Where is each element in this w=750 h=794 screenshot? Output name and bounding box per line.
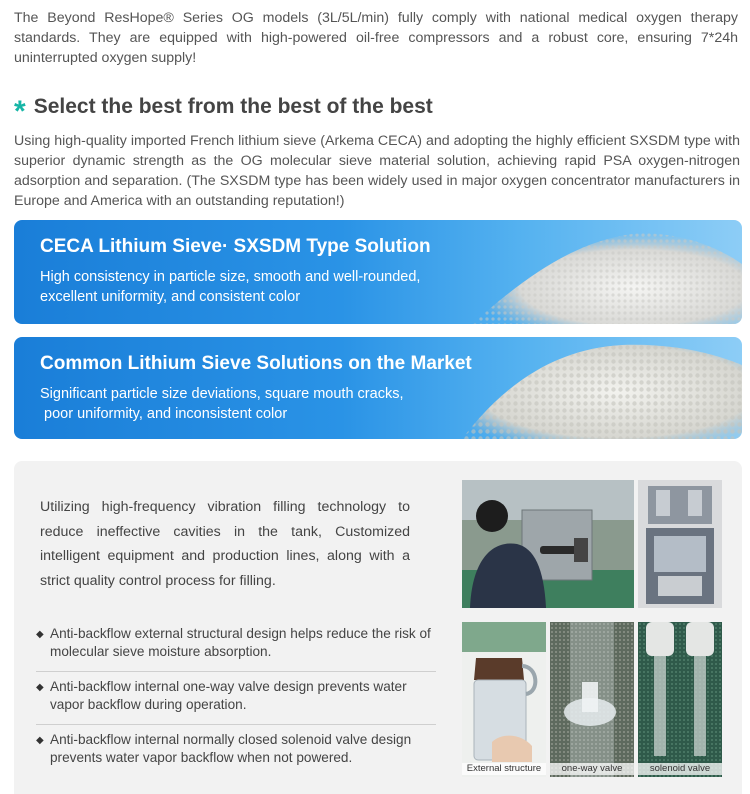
list-item: ◆ Anti-backflow internal normally closed solenoid valve design prevents water vapor backflow when not powered.: [36, 732, 412, 765]
section-paragraph: Using high-quality imported French lithium sieve (Arkema CECA) and adopting the highly efficient SXSDM type with superior dynamic strength as the OG molecular sieve material solution, achieving rapid PSA oxygen-nitrogen adsorption and separation. (The SXSDM type has been widely used in major oxygen concentrator manufacturers in Europe and America with an outstanding reputation!): [14, 133, 740, 209]
solenoid-valve-photo: [638, 622, 722, 777]
list-item: ◆ Anti-backflow external structural design helps reduce the risk of molecular sieve moisture absorption.: [36, 619, 436, 672]
filling-paragraph: Utilizing high-frequency vibration filling technology to reduce ineffective cavities in the tank, Customized intelligent equipment and production lines, along with a strict quality control process for filling.: [40, 499, 410, 589]
list-item: ◆ Anti-backflow internal one-way valve design prevents water vapor backflow during operation.: [36, 672, 436, 725]
factory-worker-photo: [462, 480, 634, 608]
asterisk-icon: *: [14, 95, 26, 128]
filling-technology-panel: [14, 461, 742, 794]
photo-caption: External structure: [462, 763, 546, 775]
section-heading: [14, 95, 433, 128]
intro-paragraph: The Beyond ResHope® Series OG models (3L/5L/min) fully comply with national medical oxygen therapy standards. They are equipped with high-powered oil-free compressors and a robust core, ensuring 7*24h uninterrupted oxygen supply!: [14, 10, 738, 66]
card-description: High consistency in particle size, smooth and well-rounded, excellent uniformity, and consistent color: [40, 269, 421, 305]
one-way-valve-photo: [550, 622, 634, 777]
card-description: Significant particle size deviations, square mouth cracks, poor uniformity, and inconsistent color: [40, 386, 404, 422]
diamond-bullet-icon: ◆: [36, 682, 44, 693]
filling-machine-photo: [638, 480, 722, 608]
diamond-bullet-icon: ◆: [36, 735, 44, 746]
sieve-beads-image: [442, 337, 742, 439]
external-structure-photo: [462, 622, 546, 777]
sieve-beads-image: [442, 220, 742, 324]
ceca-solution-card: [14, 220, 742, 324]
diamond-bullet-icon: ◆: [36, 629, 44, 640]
card-title: Common Lithium Sieve Solutions on the Market: [40, 353, 472, 374]
common-solution-card: [14, 337, 742, 439]
card-title: CECA Lithium Sieve· SXSDM Type Solution: [40, 236, 431, 257]
section-title: Select the best from the best of the best: [33, 95, 433, 118]
photo-caption: solenoid valve: [638, 763, 722, 775]
photo-caption: one-way valve: [550, 763, 634, 775]
feature-list: [36, 619, 436, 777]
